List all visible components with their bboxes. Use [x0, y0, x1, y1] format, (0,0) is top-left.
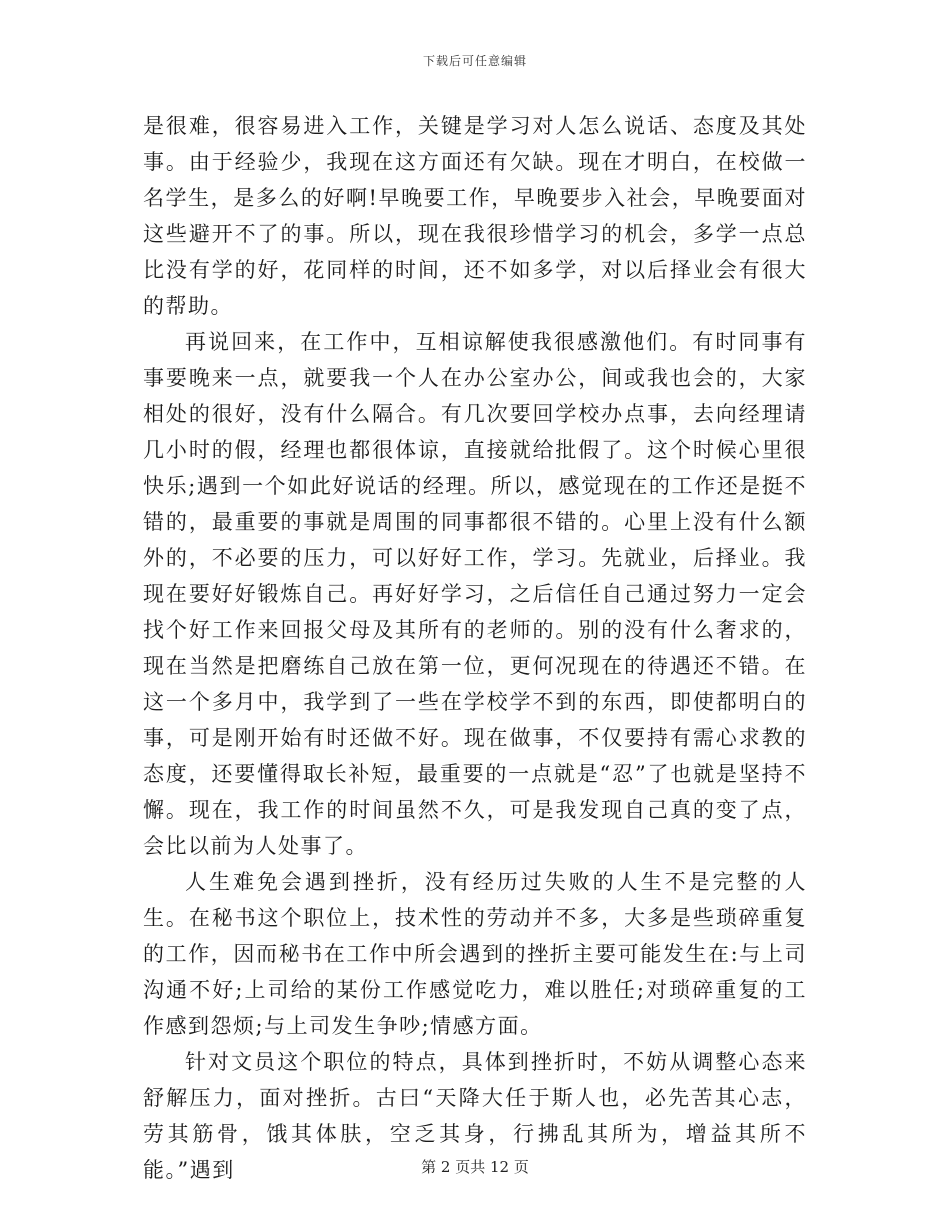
page-header: 下载后可任意编辑: [422, 54, 527, 68]
paragraph-1: 是很难，很容易进入工作，关键是学习对人怎么说话、态度及其处事。由于经验少，我现在这方面还有欠缺。现在才明白，在校做一名学生，是多么的好啊!早晚要工作，早晚要步入社会，早晚要面对这些避开不了的事。所以，现在我很珍惜学习的机会，多学一点总比没有学的好，花同样的时间，还不如多学，对以后择业会有很大的帮助。: [143, 114, 807, 318]
page-number: 第 2 页共 12 页: [421, 1158, 529, 1176]
paragraph-2: 再说回来，在工作中，互相谅解使我很感激他们。有时同事有事要晚来一点，就要我一个人在办公室办公，间或我也会的，大家相处的很好，没有什么隔合。有几次要回学校办点事，去向经理请几小时的假，经理也都很体谅，直接就给批假了。这个时候心里很快乐;遇到一个如此好说话的经理。所以，感觉现在的工作还是挺不错的，最重要的事就是周围的同事都很不错的。心里上没有什么额外的，不必要的压力，可以好好工作，学习。先就业，后择业。我现在要好好锻炼自己。再好好学习，之后信任自己通过努力一定会找个好工作来回报父母及其所有的老师的。别的没有什么奢求的，现在当然是把磨练自己放在第一位，更何况现在的待遇还不错。在这一个多月中，我学到了一些在学校学不到的东西，即使都明白的事，可是刚开始有时还做不好。现在做事，不仅要持有需心求教的态度，还要懂得取长补短，最重要的一点就是“忍”了也就是坚持不懈。现在，我工作的时间虽然不久，可是我发现自己真的变了点，会比以前为人处事了。: [143, 330, 807, 858]
paragraph-3: 人生难免会遇到挫折，没有经历过失败的人生不是完整的人生。在秘书这个职位上，技术性的劳动并不多，大多是些琐碎重复的工作，因而秘书在工作中所会遇到的挫折主要可能发生在:与上司沟通不好;上司给的某份工作感觉吃力，难以胜任;对琐碎重复的工作感到怨烦;与上司发生争吵;情感方面。: [143, 870, 807, 1038]
paragraph-4: 针对文员这个职位的特点，具体到挫折时，不妨从调整心态来舒解压力，面对挫折。古曰“天降大任于斯人也，必先苦其心志，劳其筋骨，饿其体肤，空乏其身，行拂乱其所为，增益其所不能。”遇到: [143, 1050, 807, 1182]
document-body: [143, 108, 807, 1188]
